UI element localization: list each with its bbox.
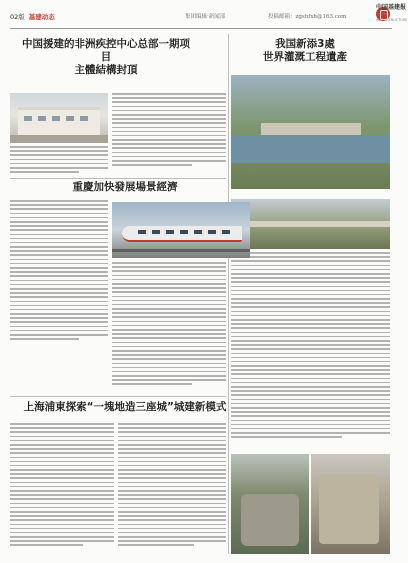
article-body-chongqing-b xyxy=(112,262,226,392)
photo-chongqing-monorail xyxy=(112,202,250,258)
email-address[interactable]: zgshfxh@163.com xyxy=(295,14,347,20)
article-body-chongqing-a xyxy=(10,200,108,350)
article-headline-shanghai: 上海浦東探索“一塊地造三座城”城建新模式 xyxy=(23,401,227,413)
section-name: 基建动态 xyxy=(28,12,55,21)
article-body-shanghai-b xyxy=(118,423,226,555)
article-body-shanghai-a xyxy=(10,423,114,555)
photo-cdc-building xyxy=(10,93,108,143)
page-number: 02版 xyxy=(10,12,25,21)
logo-text: 中国基建报 xyxy=(376,4,407,11)
photo-irrigation-site-4 xyxy=(311,454,390,554)
photo-irrigation-site-3 xyxy=(231,454,309,554)
publication-logo xyxy=(376,4,408,22)
article-body-irrigation-a xyxy=(231,252,390,448)
photo-irrigation-site-1 xyxy=(231,75,390,189)
article-headline-cdc: 中国援建的非洲疾控中心总部一期项目 主體結構封頂 xyxy=(22,38,190,76)
paper-name: 集团编辑·新闻部 xyxy=(185,14,226,20)
email-line xyxy=(268,12,346,20)
page-header xyxy=(10,4,408,26)
header-rule xyxy=(10,28,392,29)
photo-irrigation-site-2 xyxy=(231,199,390,249)
article-headline-chongqing: 重慶加快發展場景經濟 xyxy=(72,181,178,193)
article-headline-irrigation: 我国新添3處 世界灌溉工程遺產 xyxy=(263,38,347,63)
article-body-cdc-b xyxy=(10,146,108,176)
article-body-cdc-a xyxy=(112,93,226,171)
email-label: 投稿邮箱： xyxy=(268,14,296,20)
logo-subtext: CHINA INFRASTRUCTURE xyxy=(376,12,408,22)
